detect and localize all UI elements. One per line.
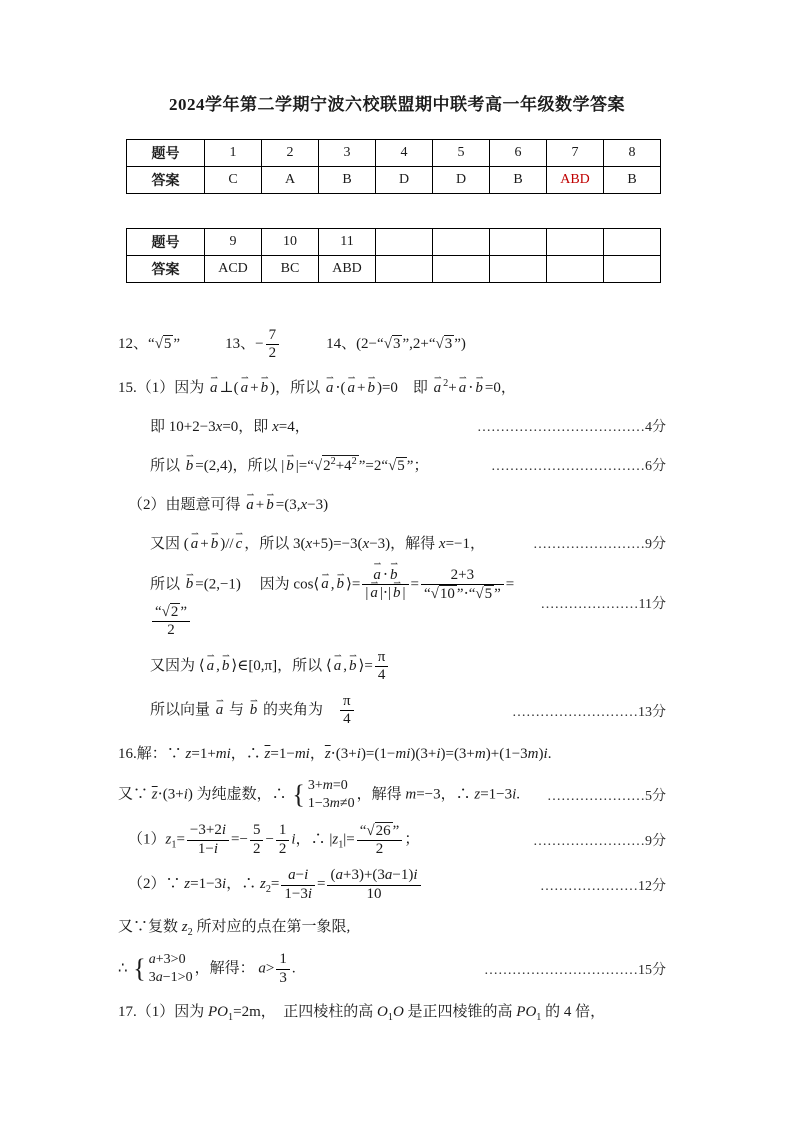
line-answers-12-14 [118,327,666,363]
table-row-header [127,140,661,167]
math-content: 所以 b ⇀ =(2,−1) 因为 cos⟨ a ⇀ , b ⇀ ⟩= $\frac{a ⇀ \cdot b ⇀}{| a ⇀ |\cdot| b ⇀ |}$ = $\frac{2+3}{√10 \cdot √5}$ = $\frac{√2}{2}$ [150,567,531,640]
score-label: ……………………………6分 [491,458,666,474]
math-content: 17.（1）因为 $PO_1=2m$， 正四棱柱的高 $O_1O$ 是正四棱锥的高 $PO_1$ 的 4 倍， [118,1003,606,1023]
line-15-2-angle-range [118,649,666,685]
cell-a4: D [376,167,433,194]
cell-empty [604,229,661,256]
cell-q5: 5 [433,140,490,167]
line-16-part2 [118,867,666,903]
cell-a6: B [490,167,547,194]
cell-q9: 9 [205,229,262,256]
cell-q4: 4 [376,140,433,167]
answer-table-2 [126,228,661,283]
cell-empty [433,256,490,283]
page-title: 2024学年第二学期宁波六校联盟期中联考高一年级数学答案 [169,95,625,114]
cell-q11: 11 [319,229,376,256]
math-content: （2）由题意可得 a ⇀ + b ⇀ =(3,x−3) [128,493,328,514]
answer-table-1 [126,139,661,194]
cell-a9: ACD [205,256,262,283]
cell-label: 答案 [127,167,205,194]
cell-q3: 3 [319,140,376,167]
table-row-answers [127,256,661,283]
cell-a1: C [205,167,262,194]
math-content: 12、 √5 13、− $\frac{7}{2}$ 14、(2− √3 ,2+ √3 ) [118,327,466,362]
line-16-inequalities [118,951,666,987]
table-gap [118,194,666,228]
math-content: （2）∵ z=1−3i，∴ $z_2=$ $\frac{a-i}{1-3i}$ = $\frac{(a+3)+(3a-1)i}{10}$ [128,867,423,903]
cell-empty [547,229,604,256]
cell-empty [376,256,433,283]
document-content [0,139,794,1026]
cell-label: 答案 [127,256,205,283]
cell-a3: B [319,167,376,194]
table-row-header [127,229,661,256]
score-label: …………………12分 [540,879,666,895]
cell-empty [490,229,547,256]
math-content: 又因为 ⟨ a ⇀ , b ⇀ ⟩∈[0,π]，所以 ⟨ a ⇀ , b ⇀ ⟩= $\frac{\pi}{4}$ [150,649,390,685]
cell-q8: 8 [604,140,661,167]
math-content: $(1)z_1=$ $\frac{-3+2i}{1-i}$ =− $\frac{5}{2}$ − $\frac{1}{2}$ i，∴ $|z_1|=$ $\frac{√26}{2}$ ； [128,822,420,858]
math-content: ∴ { a+3>0 3a−1>0 ，解得： a> $\frac{1}{3}$ . [118,951,296,987]
cell-empty [376,229,433,256]
math-content: 又因 ( a ⇀ + b ⇀ )// c ⇀ ，所以 3(x+5)=−3(x−3)，解得 x=−1， [150,532,485,553]
table-row-answers [127,167,661,194]
line-15-2-cosine [118,567,666,640]
cell-q1: 1 [205,140,262,167]
cell-a2: A [262,167,319,194]
math-content: 所以向量 a ⇀ 与 b ⇀ 的夹角为 $\frac{\pi}{4}$ [150,693,356,729]
score-label: ……………………9分 [533,536,666,552]
score-label: ……………………………15分 [484,963,666,979]
line-15-2-step1 [118,528,666,558]
cell-empty [547,256,604,283]
cell-q10: 10 [262,229,319,256]
math-content: 16.解：∵ z=1+mi，∴ $\overline{z}=1-mi$，$\overline{z}\cdot(3+i)=(1-mi)(3+i)=(3+m)+(1-3m)i$. [118,746,552,762]
cell-a5: D [433,167,490,194]
line-15-2-start [118,489,666,519]
cell-q7: 7 [547,140,604,167]
line-16-pure-imaginary [118,777,666,813]
math-content: 所以 b ⇀ =(2,4)，所以 | b ⇀ |= $√2^2+4^2 =2$ √5 ； [150,454,428,475]
score-label: ……………………9分 [533,834,666,850]
line-17-start [118,996,666,1026]
cell-a11: ABD [319,256,376,283]
line-16-start [118,738,666,768]
cell-a8: B [604,167,661,194]
cell-empty [433,229,490,256]
math-content: 又∵复数 $z_2$ 所对应的点在第一象限, [118,919,351,939]
cell-empty [490,256,547,283]
line-15-2-conclusion [118,693,666,729]
math-content: 15.（1）因为 a ⇀ ⊥( a ⇀ + b ⇀ )，所以 a ⇀ ⋅( a ⇀ + b ⇀ )=0 即 a ⇀ $^2$+ a ⇀ ⋅ b ⇀ =0， [118,376,516,397]
score-label: …………………11分 [540,597,666,612]
cell-q6: 6 [490,140,547,167]
line-15-1-start [118,372,666,402]
line-15-1-result [118,450,666,480]
cell-label: 题号 [127,140,205,167]
cell-label: 题号 [127,229,205,256]
line-16-part1 [118,822,666,859]
cell-empty [604,256,661,283]
score-label: …………………5分 [547,788,666,804]
cell-q2: 2 [262,140,319,167]
cell-a10: BC [262,256,319,283]
math-content: 又∵ $\overline{z}\cdot(3+i)$ 为纯虚数，∴ { 3+m=0 1−3m≠0 ，解得 m=−3，∴ z=1−3i. [118,777,520,813]
score-label: ………………………………4分 [477,419,666,435]
line-15-1-step [118,411,666,441]
cell-a7-red: ABD [547,167,604,194]
math-content: 即 10+2−3x=0，即 x=4， [150,419,310,435]
line-16-quadrant [118,912,666,942]
score-label: ………………………13分 [512,704,666,720]
